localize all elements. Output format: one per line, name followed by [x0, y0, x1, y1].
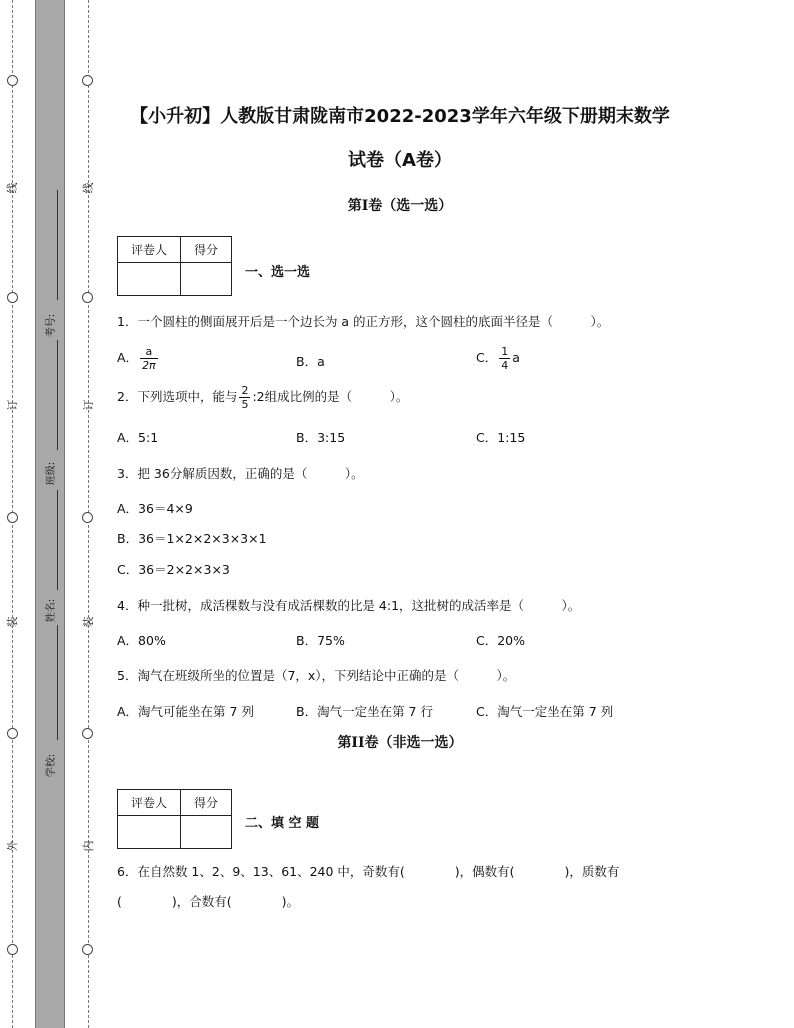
q2-option-a: A．5:1 — [117, 430, 159, 445]
exam-title-line2: 试卷（A卷） — [348, 150, 452, 171]
punch-hole — [82, 75, 93, 86]
score-table-part1 — [117, 236, 232, 296]
class-label: 班级: — [46, 461, 58, 486]
punch-hole — [7, 512, 18, 523]
margin-char-ding-inner: 订 — [82, 399, 95, 411]
q5-option-c: C．淘气一定坐在第 7 列 — [476, 704, 614, 719]
question-2: 2．下列选项中，能与 $\frac{2}{5}$ :2组成比例的是（ ）。 — [117, 384, 409, 411]
question-3: 3．把 36分解质因数，正确的是（ ）。 — [117, 466, 364, 481]
punch-hole — [82, 944, 93, 955]
q2-option-b: B．3:15 — [296, 430, 346, 445]
q1-option-b: B．a — [296, 354, 325, 369]
exam-number-label: 考号: — [46, 313, 58, 338]
punch-hole — [7, 292, 18, 303]
grader-header: 评卷人 — [118, 237, 181, 263]
exam-number-line — [57, 190, 58, 300]
q4-option-b: B．75% — [296, 633, 345, 648]
margin-char-zhuang: 装 — [6, 616, 19, 628]
margin-char-ding: 订 — [6, 399, 19, 411]
q2-option-c: C．1:15 — [476, 430, 526, 445]
school-label: 学校: — [46, 753, 58, 778]
question-4: 4．种一批树，成活棵数与没有成活棵数的比是 4:1，这批树的成活率是（ ）。 — [117, 598, 581, 613]
question-6-line2: ( )，合数有( )。 — [117, 894, 300, 909]
score-header: 得分 — [181, 790, 232, 816]
section1-title: 一、选一选 — [245, 265, 311, 280]
punch-hole — [7, 728, 18, 739]
binding-margin — [0, 0, 100, 1028]
margin-char-xian-inner: 线 — [82, 182, 95, 194]
q5-option-a: A．淘气可能坐在第 7 列 — [117, 704, 254, 719]
name-label: 姓名: — [46, 598, 58, 623]
grader-cell[interactable] — [118, 816, 181, 849]
q1-option-a: A． $\frac{a}{2\pi}$ — [117, 345, 156, 372]
binding-band — [35, 0, 65, 1028]
punch-hole — [7, 944, 18, 955]
q3-option-b: B．36＝1×2×2×3×3×1 — [117, 531, 267, 546]
question-5: 5．淘气在班级所坐的位置是（7，x），下列结论中正确的是（ ）。 — [117, 668, 516, 683]
punch-hole — [82, 512, 93, 523]
q3-option-a: A．36＝4×9 — [117, 501, 193, 516]
punch-hole — [82, 728, 93, 739]
part2-heading: 第II卷（非选一选） — [337, 735, 463, 751]
school-line — [57, 625, 58, 740]
score-table-part2 — [117, 789, 232, 849]
score-header: 得分 — [181, 237, 232, 263]
punch-hole — [7, 75, 18, 86]
punch-hole — [82, 292, 93, 303]
question-1: 1．一个圆柱的侧面展开后是一个边长为 a 的正方形，这个圆柱的底面半径是（ ）。 — [117, 314, 610, 329]
margin-char-xian: 线 — [6, 182, 19, 194]
class-line — [57, 340, 58, 450]
grader-header: 评卷人 — [118, 790, 181, 816]
section2-title: 二、填 空 题 — [245, 816, 320, 831]
part1-heading: 第I卷（选一选） — [347, 198, 453, 214]
margin-char-zhuang-inner: 装 — [82, 616, 95, 628]
score-cell[interactable] — [181, 816, 232, 849]
q4-option-c: C．20% — [476, 633, 526, 648]
margin-char-nei-inner: 内 — [82, 840, 95, 852]
score-cell[interactable] — [181, 263, 232, 296]
margin-char-wai: 外 — [6, 840, 19, 852]
q1-option-c: C． $\frac{1}{4}$ a — [476, 345, 520, 372]
q3-option-c: C．36＝2×2×3×3 — [117, 562, 230, 577]
q4-option-a: A．80% — [117, 633, 166, 648]
question-6-line1: 6．在自然数 1、2、9、13、61、240 中，奇数有( )，偶数有( )，质数有 — [117, 864, 620, 879]
grader-cell[interactable] — [118, 263, 181, 296]
exam-title-line1: 【小升初】人教版甘肃陇南市2022-2023学年六年级下册期末数学 — [130, 106, 670, 127]
name-line — [57, 490, 58, 590]
q5-option-b: B．淘气一定坐在第 7 行 — [296, 704, 433, 719]
